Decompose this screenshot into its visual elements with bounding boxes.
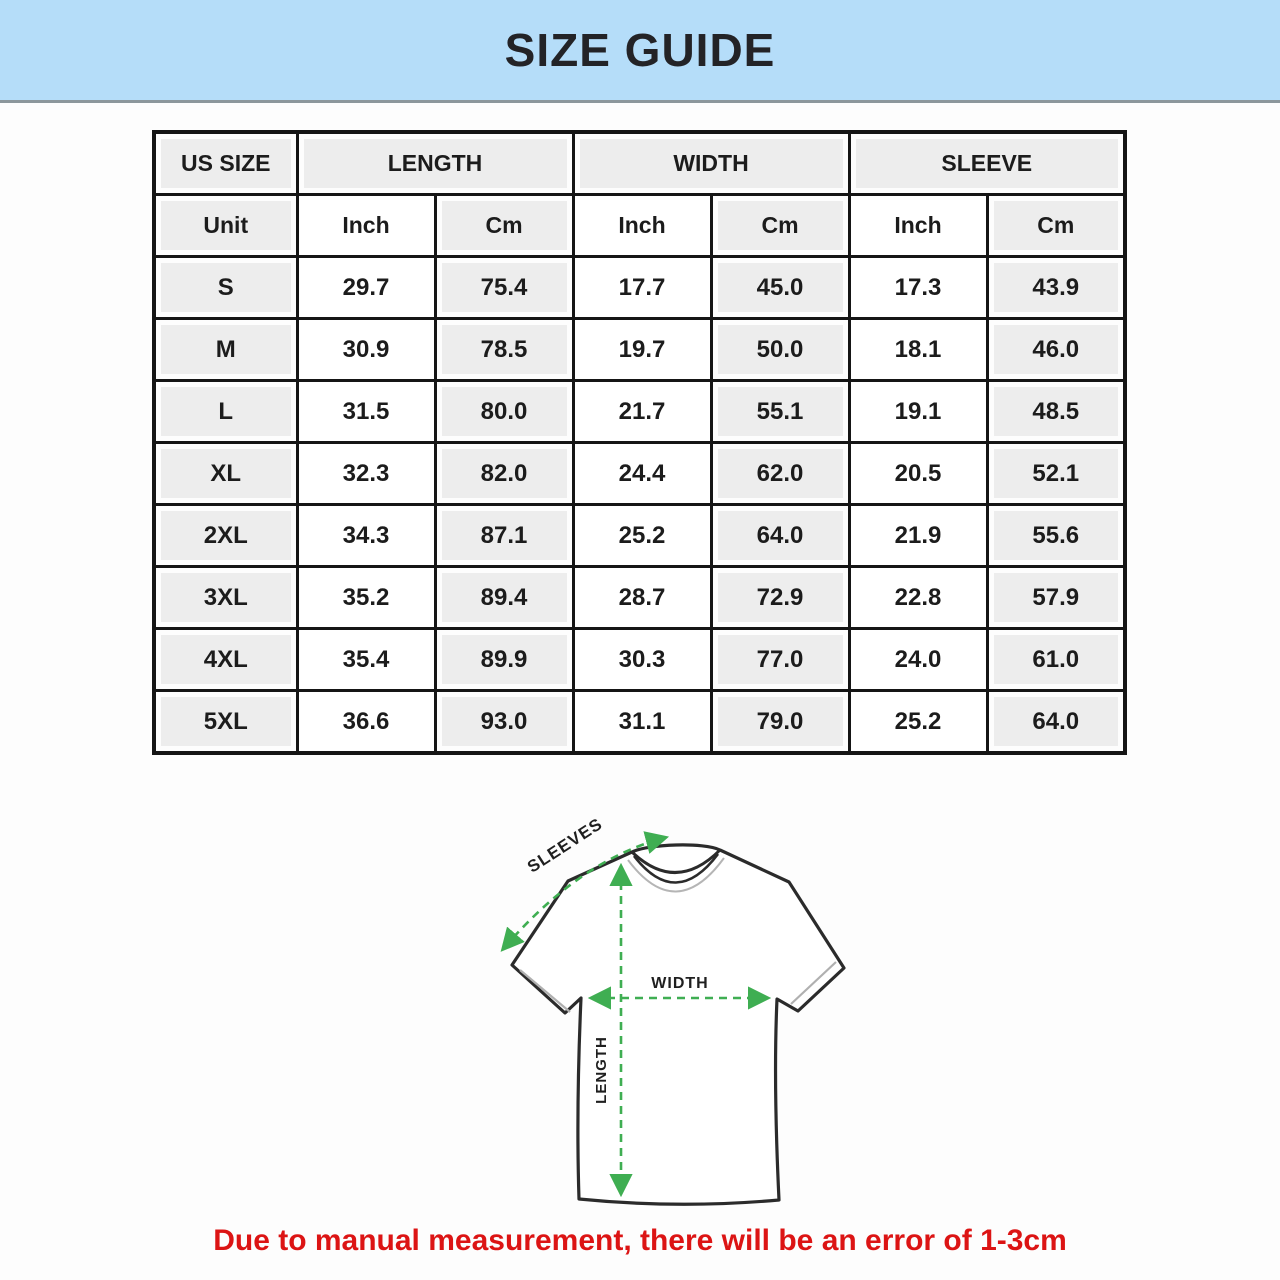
size-guide-banner (0, 0, 1280, 103)
size-cell: M (154, 319, 297, 381)
group-header-row (154, 132, 1125, 195)
width-label: WIDTH (651, 975, 709, 992)
value-cell: 29.7 (297, 257, 435, 319)
table-row (154, 567, 1125, 629)
unit-cell-inch: Inch (297, 195, 435, 257)
page-title: SIZE GUIDE (504, 24, 776, 76)
value-cell: 46.0 (987, 319, 1125, 381)
value-cell: 35.4 (297, 629, 435, 691)
value-cell: 21.7 (573, 381, 711, 443)
value-cell: 82.0 (435, 443, 573, 505)
size-table (152, 130, 1127, 755)
value-cell: 48.5 (987, 381, 1125, 443)
value-cell: 34.3 (297, 505, 435, 567)
corner-header-cell: US SIZE (154, 132, 297, 195)
value-cell: 24.0 (849, 629, 987, 691)
unit-cell-inch: Inch (573, 195, 711, 257)
value-cell: 75.4 (435, 257, 573, 319)
value-cell: 55.1 (711, 381, 849, 443)
size-table-container (152, 130, 1127, 755)
value-cell: 32.3 (297, 443, 435, 505)
table-row (154, 319, 1125, 381)
value-cell: 35.2 (297, 567, 435, 629)
value-cell: 20.5 (849, 443, 987, 505)
value-cell: 31.5 (297, 381, 435, 443)
value-cell: 72.9 (711, 567, 849, 629)
sleeves-label: SLEEVES (524, 814, 606, 877)
group-header-width: WIDTH (573, 132, 849, 195)
size-cell: 4XL (154, 629, 297, 691)
value-cell: 17.3 (849, 257, 987, 319)
value-cell: 79.0 (711, 691, 849, 754)
value-cell: 62.0 (711, 443, 849, 505)
group-header-sleeve: SLEEVE (849, 132, 1125, 195)
value-cell: 43.9 (987, 257, 1125, 319)
table-row (154, 629, 1125, 691)
value-cell: 28.7 (573, 567, 711, 629)
unit-cell-inch: Inch (849, 195, 987, 257)
table-row (154, 505, 1125, 567)
unit-cell-cm: Cm (987, 195, 1125, 257)
value-cell: 78.5 (435, 319, 573, 381)
value-cell: 30.9 (297, 319, 435, 381)
value-cell: 36.6 (297, 691, 435, 754)
table-row (154, 443, 1125, 505)
value-cell: 31.1 (573, 691, 711, 754)
value-cell: 89.4 (435, 567, 573, 629)
value-cell: 30.3 (573, 629, 711, 691)
value-cell: 64.0 (711, 505, 849, 567)
value-cell: 19.7 (573, 319, 711, 381)
value-cell: 45.0 (711, 257, 849, 319)
size-cell: S (154, 257, 297, 319)
unit-header-row (154, 195, 1125, 257)
value-cell: 55.6 (987, 505, 1125, 567)
unit-cell-cm: Cm (435, 195, 573, 257)
unit-cell-cm: Cm (711, 195, 849, 257)
value-cell: 25.2 (849, 691, 987, 754)
value-cell: 17.7 (573, 257, 711, 319)
size-table-body (154, 257, 1125, 754)
value-cell: 93.0 (435, 691, 573, 754)
value-cell: 87.1 (435, 505, 573, 567)
size-cell: 5XL (154, 691, 297, 754)
length-label: LENGTH (593, 1036, 610, 1104)
value-cell: 80.0 (435, 381, 573, 443)
size-cell: L (154, 381, 297, 443)
value-cell: 52.1 (987, 443, 1125, 505)
value-cell: 19.1 (849, 381, 987, 443)
value-cell: 25.2 (573, 505, 711, 567)
size-cell: 3XL (154, 567, 297, 629)
group-header-length: LENGTH (297, 132, 573, 195)
value-cell: 64.0 (987, 691, 1125, 754)
tshirt-measurement-diagram (440, 798, 1000, 1222)
unit-label-cell: Unit (154, 195, 297, 257)
table-row (154, 691, 1125, 754)
size-cell: 2XL (154, 505, 297, 567)
value-cell: 21.9 (849, 505, 987, 567)
table-row (154, 257, 1125, 319)
value-cell: 77.0 (711, 629, 849, 691)
tshirt-diagram-svg (440, 798, 1000, 1222)
value-cell: 89.9 (435, 629, 573, 691)
value-cell: 61.0 (987, 629, 1125, 691)
value-cell: 57.9 (987, 567, 1125, 629)
value-cell: 50.0 (711, 319, 849, 381)
measurement-disclaimer: Due to manual measurement, there will be an error of 1-3cm (213, 1224, 1067, 1257)
value-cell: 18.1 (849, 319, 987, 381)
value-cell: 22.8 (849, 567, 987, 629)
value-cell: 24.4 (573, 443, 711, 505)
tshirt-outline (512, 845, 844, 1204)
size-cell: XL (154, 443, 297, 505)
table-row (154, 381, 1125, 443)
